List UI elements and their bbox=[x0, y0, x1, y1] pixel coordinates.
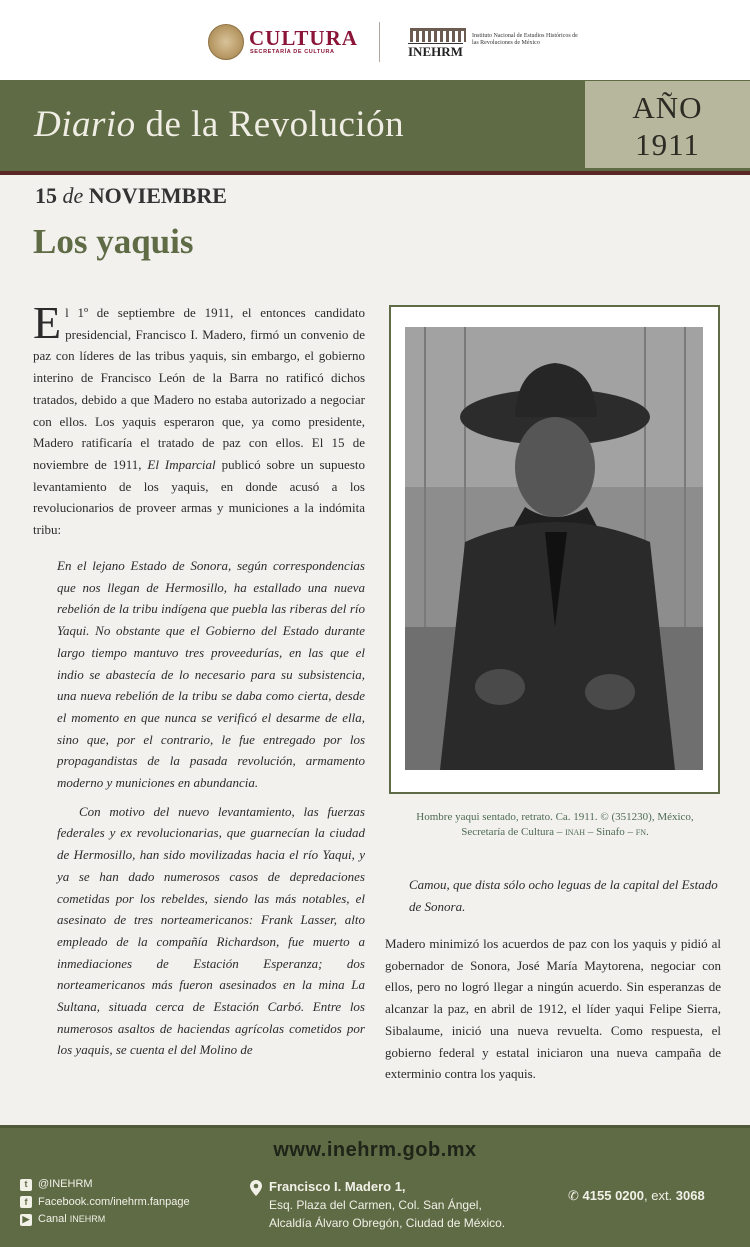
intro-text-2: publicó sobre un supuesto levantamiento de los yaquis, en donde acusó a los revolucionarios de proveer armas y municiones a la indómita tribu: bbox=[33, 456, 365, 538]
facebook-icon: f bbox=[20, 1196, 32, 1208]
caption-end: . bbox=[646, 826, 649, 838]
inehrm-building-icon bbox=[410, 28, 466, 42]
phone-contact[interactable] bbox=[568, 1188, 705, 1204]
article-intro bbox=[33, 297, 365, 541]
twitter-icon: t bbox=[20, 1179, 32, 1191]
quote-continuation: Camou, que dista sólo ocho leguas de la capital del Estado de Sonora. bbox=[409, 877, 718, 914]
photo-caption bbox=[385, 810, 725, 840]
date-day: 15 bbox=[35, 183, 57, 208]
newspaper-quote bbox=[57, 555, 365, 1061]
publication-title-italic: Diario bbox=[34, 104, 136, 145]
intro-newspaper-name: El Imparcial bbox=[147, 456, 216, 472]
twitter-link[interactable] bbox=[20, 1176, 190, 1194]
caption-text-a: Secretaría de Cultura – bbox=[461, 826, 566, 838]
address bbox=[250, 1178, 505, 1232]
date-de: de bbox=[62, 183, 84, 208]
publication-title-rest: de la Revolución bbox=[135, 104, 405, 145]
phone-ext-label: , ext. bbox=[643, 1188, 676, 1203]
youtube-prefix: Canal bbox=[38, 1213, 70, 1225]
year-box bbox=[585, 81, 750, 168]
youtube-name: INEHRM bbox=[69, 1214, 106, 1224]
address-name: Francisco I. Madero 1, bbox=[269, 1179, 406, 1194]
historical-photo bbox=[405, 327, 703, 770]
drop-cap: E bbox=[33, 297, 62, 348]
youtube-icon: ▶ bbox=[20, 1214, 32, 1226]
yaqui-man-portrait-illustration bbox=[405, 327, 703, 770]
address-line-2: Esq. Plaza del Carmen, Col. San Ángel, bbox=[269, 1198, 482, 1212]
facebook-link[interactable] bbox=[20, 1194, 190, 1212]
date-month: NOVIEMBRE bbox=[88, 183, 227, 208]
footer-top-line bbox=[0, 1125, 750, 1128]
youtube-link[interactable] bbox=[20, 1211, 190, 1229]
caption-text-b: – Sinafo – bbox=[585, 826, 636, 838]
year-value: 1911 bbox=[635, 127, 700, 162]
phone-icon: ✆ bbox=[568, 1188, 579, 1203]
article-date bbox=[35, 183, 227, 209]
article-headline: Los yaquis bbox=[33, 222, 194, 261]
caption-fn: fn bbox=[635, 826, 647, 838]
caption-line-1: Hombre yaqui sentado, retrato. Ca. 1911. © (351230), México, bbox=[416, 811, 694, 823]
phone-number: 4155 0200 bbox=[582, 1188, 644, 1203]
mexico-seal-icon bbox=[208, 24, 244, 60]
cultura-logo-subtitle: SECRETARÍA DE CULTURA bbox=[250, 49, 335, 55]
band-divider bbox=[0, 171, 750, 175]
logo-bar bbox=[0, 0, 750, 80]
phone-ext: 3068 bbox=[675, 1188, 705, 1203]
website-link[interactable]: www.inehrm.gob.mx bbox=[273, 1139, 477, 1161]
logo-divider bbox=[379, 22, 380, 62]
facebook-url: Facebook.com/inehrm.fanpage bbox=[38, 1195, 190, 1208]
twitter-handle: @INEHRM bbox=[38, 1178, 93, 1190]
intro-text-1: l 1º de septiembre de 1911, el entonces candidato presidencial, Francisco I. Madero, firmó un convenio de paz con líderes de las tribus yaquis, sin embargo, el gobierno interino de Francisco León de la Barra no ratificó dichos tratados, debido a que Madero no estaba autorizado a negociar con ellos. Los yaquis esperaron que, ya como presidente, Madero ratificaría el tratado de paz con ellos. El 15 de noviembre de 1911, bbox=[33, 305, 365, 472]
year-label: AÑO bbox=[632, 90, 703, 125]
social-links bbox=[20, 1176, 190, 1229]
article-closing: Madero minimizó los acuerdos de paz con los yaquis y pidió al gobernador de Sonora, José María Maytorena, negociar con ellos, pero no logró llegar a ningún acuerdo. Sin esperanzas de alcanzar la paz, en abril de 1912, el líder yaqui Felipe Sierra, Sibalaume, inició una nueva revuelta. Como respuesta, el gobierno federal y estatal iniciaron una nueva campaña de exterminio contra los yaquis. bbox=[385, 936, 721, 1082]
publication-title bbox=[34, 103, 404, 146]
caption-line-2 bbox=[385, 825, 725, 840]
inehrm-description: Instituto Nacional de Estudios Históricos de las Revoluciones de México bbox=[472, 33, 578, 46]
youtube-channel bbox=[38, 1211, 105, 1229]
cultura-logo-text: CULTURA bbox=[249, 26, 358, 50]
quote-paragraph-2: Con motivo del nuevo levantamiento, las fuerzas federales y ex revolucionarias, que guarnecían la ciudad de Hermosillo, han sido movilizadas hacia el río Yaqui, y ya se han dado numerosos casos de depredaciones cometidas por los rebeldes, siendo las más notables, el asesinato de tres norteamericanos: Frank Lasser, alto empleado de la compañía Richardson, fue muerto a inmediaciones de Estación Esperanza; dos norteamericanos más fueron asesinados en la mina La Sultana, situada cerca de Estación Carbó. Entre los numerosos asaltos de haciendas agrícolas cometidos por los yaquis, se cuenta el del Molino de bbox=[57, 803, 365, 1058]
quote-paragraph-1: En el lejano Estado de Sonora, según correspondencias que nos llegan de Hermosillo, ha estallado una nueva rebelión de la tribu indígena que puebla las riberas del río Yaqui. No obstante que el Gobierno del Estado durante largo tiempo mantuvo tres proveedurías, en las que el indio se abastecía de lo necesario para su subsistencia, una nueva rebelión de la tribu se daba como cierta, desde el momento en que nunca se verificó el desarme de ella, sino que, por el contrario, le fue entregado por los propagandistas de la pasada revolución, armamento moderno y municiones en abundancia. bbox=[57, 558, 365, 791]
address-line-3: Alcaldía Álvaro Obregón, Ciudad de México. bbox=[269, 1216, 506, 1230]
caption-inah: inah bbox=[565, 826, 586, 838]
inehrm-logo-text: INEHRM bbox=[408, 44, 463, 59]
